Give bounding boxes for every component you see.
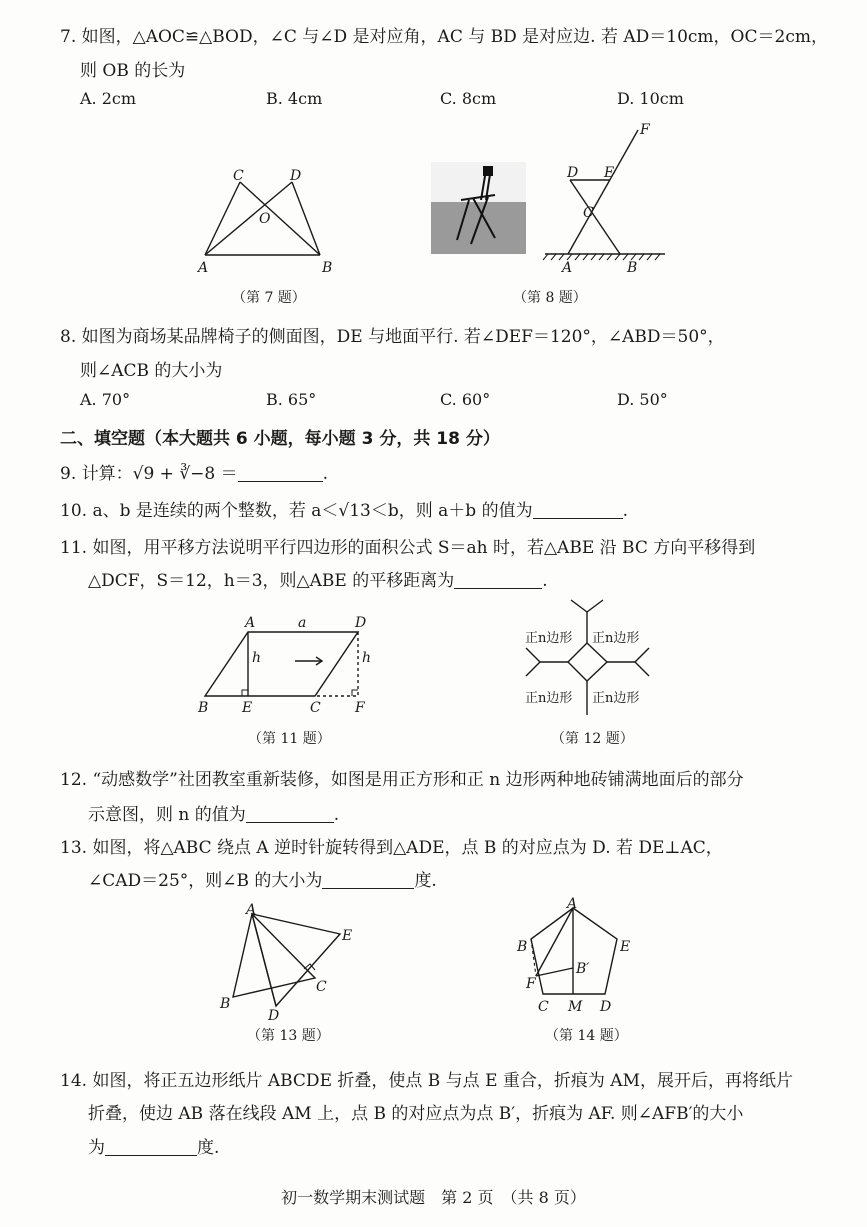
q10-answer-blank[interactable] xyxy=(533,500,623,519)
q8-label-a: A xyxy=(562,260,573,276)
q11-text-line1: 11. 如图，用平移方法说明平行四边形的面积公式 S＝ah 时，若△ABE 沿 BC 方向平移得到 xyxy=(60,538,756,558)
q7-option-d: D. 10cm xyxy=(617,89,684,108)
q11-answer-blank[interactable] xyxy=(454,570,542,589)
q8-text-line2: 则∠ACB 的大小为 xyxy=(80,361,223,381)
figure-q11 xyxy=(190,612,390,722)
q11-label-e: E xyxy=(242,700,253,716)
q13-label-b: B xyxy=(220,996,231,1012)
q13-label-e: E xyxy=(342,928,353,944)
q13-label-c: C xyxy=(316,979,327,995)
q10-text: 10. a、b 是连续的两个整数，若 a＜√13＜b，则 a＋b 的值为 . xyxy=(60,501,628,521)
q7-label-b: B xyxy=(322,260,333,276)
q8-option-d: D. 50° xyxy=(617,390,668,409)
q11-text-line2: △DCF，S＝12，h＝3，则△ABE 的平移距离为 . xyxy=(88,571,548,591)
q14-text-line1: 14. 如图，将正五边形纸片 ABCDE 折叠，使点 B 与点 E 重合，折痕为 AM，展开后，再将纸片 xyxy=(60,1071,793,1091)
q12-label-bottom-right: 正n边形 xyxy=(592,691,640,706)
q14-answer-blank[interactable] xyxy=(105,1137,197,1156)
q8-label-d: D xyxy=(567,165,579,181)
q11-label-h-left: h xyxy=(252,650,262,666)
q12-label-bottom-left: 正n边形 xyxy=(525,691,573,706)
figure-q13 xyxy=(208,902,368,1022)
q10-question: 10. a、b 是连续的两个整数，若 a＜√13＜b，则 a＋b 的值为 xyxy=(60,501,533,521)
q7-label-a: A xyxy=(198,260,209,276)
page-footer: 初一数学期末测试题 第 2 页 （共 8 页） xyxy=(281,1188,586,1207)
q14-caption: （第 14 题） xyxy=(545,1028,628,1044)
q13-text-line2: ∠CAD＝25°，则∠B 的大小为 度. xyxy=(88,871,437,891)
q8-label-f: F xyxy=(640,122,650,138)
q13-answer-blank[interactable] xyxy=(322,870,414,889)
q7-label-c: C xyxy=(233,168,244,184)
q14-label-f: F xyxy=(526,976,536,992)
q12-text-line2: 示意图，则 n 的值为 . xyxy=(88,805,340,825)
q12-label-top-right: 正n边形 xyxy=(592,631,640,646)
q14-label-b: B xyxy=(517,939,528,955)
q13-caption: （第 13 题） xyxy=(247,1028,330,1044)
q13-label-a: A xyxy=(246,902,257,918)
q7-option-a: A. 2cm xyxy=(80,89,137,108)
q12-text-line1: 12. “动感数学”社团教室重新装修，如图是用正方形和正 n 边形两种地砖铺满地面后的部分 xyxy=(60,770,744,790)
figure-q8 xyxy=(540,120,675,278)
q8-label-c: C xyxy=(583,205,594,221)
q14-label-c: C xyxy=(538,999,549,1015)
figure-q12 xyxy=(515,598,665,720)
q8-option-a: A. 70° xyxy=(80,390,131,409)
q8-option-c: C. 60° xyxy=(440,390,491,409)
q8-text-line1: 8. 如图为商场某品牌椅子的侧面图，DE 与地面平行. 若∠DEF＝120°，∠ABD＝50°， xyxy=(60,327,725,347)
q7-label-o: O xyxy=(259,211,271,227)
q7-caption: （第 7 题） xyxy=(232,290,306,306)
q13-label-d: D xyxy=(268,1008,280,1022)
q11-label-f: F xyxy=(355,700,365,716)
q8-label-b: B xyxy=(627,260,638,276)
q14-label-m: M xyxy=(568,999,583,1015)
q11-label-h-right: h xyxy=(362,650,372,666)
q11-label-side-a: a xyxy=(298,615,307,631)
q9-question: 9. 计算：√9 + ∛−8 ＝ xyxy=(60,464,238,484)
section-fill-in-heading: 二、填空题（本大题共 6 小题，每小题 3 分，共 18 分） xyxy=(60,429,500,449)
q14-label-a: A xyxy=(567,896,578,912)
q12-label-top-left: 正n边形 xyxy=(525,631,573,646)
q12-answer-blank[interactable] xyxy=(246,804,334,823)
q11-label-b: B xyxy=(198,700,209,716)
q11-label-c: C xyxy=(310,700,321,716)
q14-label-b-prime: B′ xyxy=(576,961,590,977)
q11-label-d: D xyxy=(355,615,367,631)
q9-text: 9. 计算：√9 + ∛−8 ＝ . xyxy=(60,464,329,484)
q7-text-line1: 7. 如图，△AOC≌△BOD，∠C 与∠D 是对应角，AC 与 BD 是对应边. 若 AD＝10cm，OC＝2cm， xyxy=(60,27,828,47)
q13-text-line1: 13. 如图，将△ABC 绕点 A 逆时针旋转得到△ADE，点 B 的对应点为 D. 若 DE⊥AC， xyxy=(60,838,723,858)
q14-label-d: D xyxy=(600,999,612,1015)
q11-label-a: A xyxy=(245,615,256,631)
q14-text-line3: 为 度. xyxy=(88,1138,220,1158)
q8-caption: （第 8 题） xyxy=(513,290,587,306)
q7-text-line2: 则 OB 的长为 xyxy=(80,61,186,81)
q14-text-line2: 折叠，使边 AB 落在线段 AM 上，点 B 的对应点为点 B′，折痕为 AF. 则∠AFB′的大小 xyxy=(88,1104,744,1124)
q7-label-d: D xyxy=(290,168,302,184)
q9-answer-blank[interactable] xyxy=(238,463,323,482)
chair-photo xyxy=(431,162,526,254)
q8-label-e: E xyxy=(604,165,615,181)
q12-caption: （第 12 题） xyxy=(551,731,634,747)
q11-caption: （第 11 题） xyxy=(248,731,331,747)
q7-option-b: B. 4cm xyxy=(266,89,323,108)
q7-option-c: C. 8cm xyxy=(440,89,497,108)
q14-label-e: E xyxy=(620,939,631,955)
figure-q14 xyxy=(510,896,640,1022)
figure-q7 xyxy=(190,160,350,280)
q8-option-b: B. 65° xyxy=(266,390,317,409)
